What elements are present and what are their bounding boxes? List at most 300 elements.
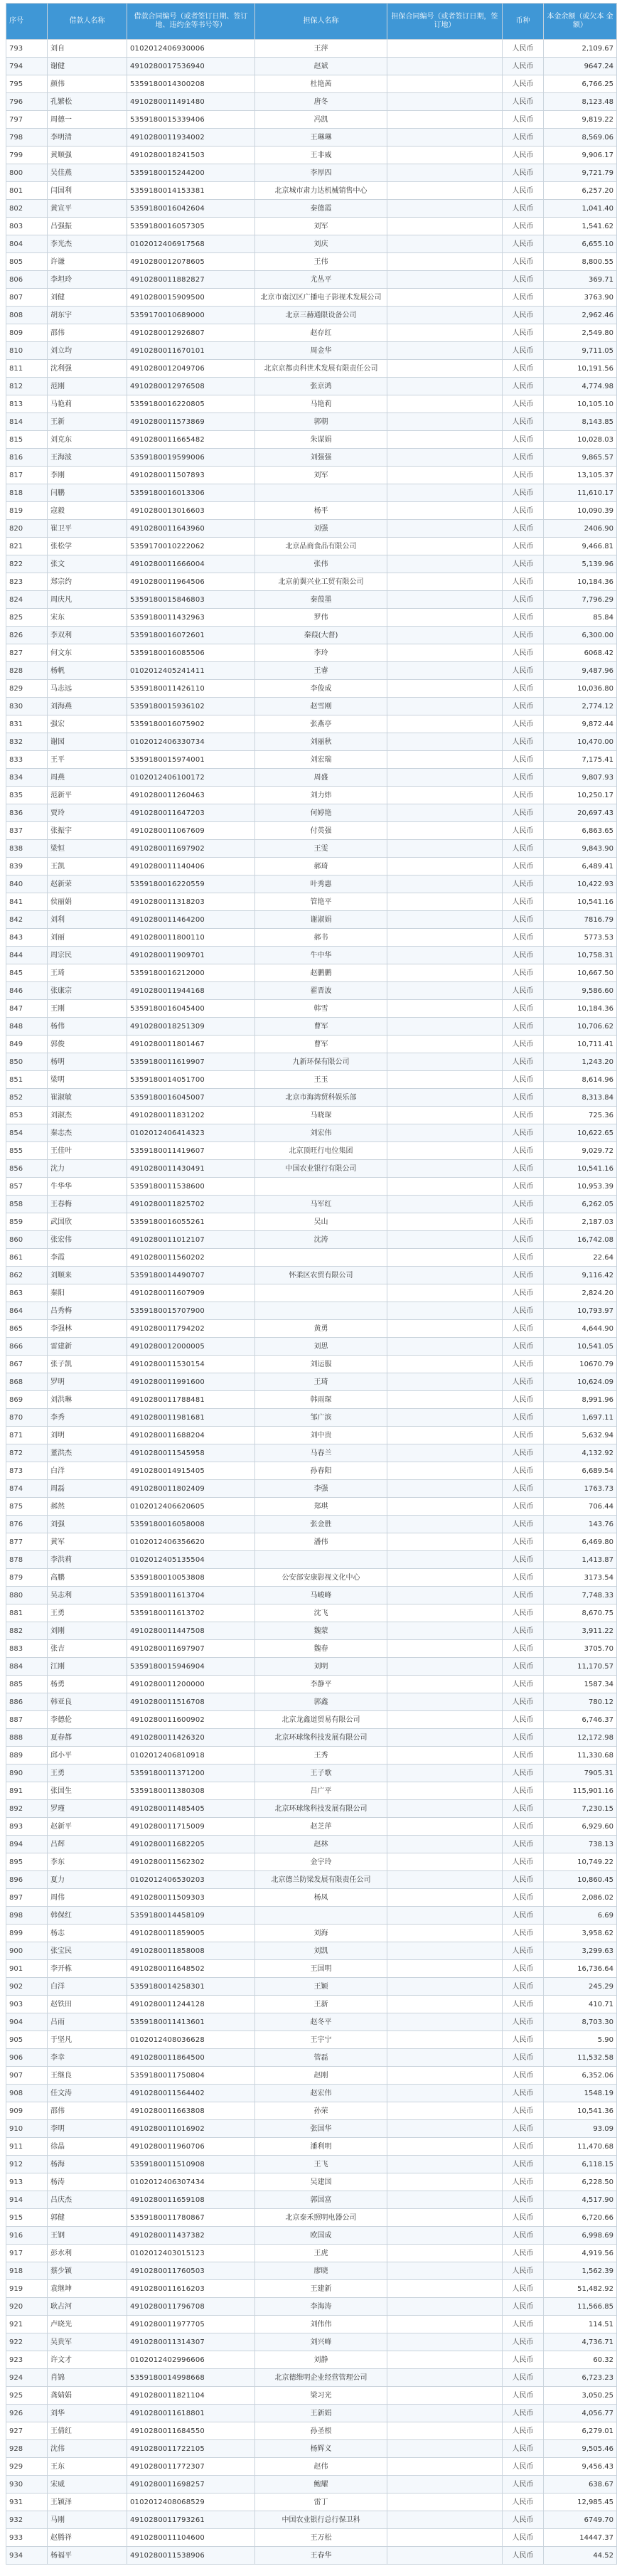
guarantor-name: 张金胜: [255, 1516, 387, 1533]
currency: 人民币: [503, 449, 544, 467]
guarantor-name: 刘宏瑞: [255, 751, 387, 769]
currency: 人民币: [503, 1836, 544, 1853]
principal-balance: 780.12: [544, 1693, 617, 1711]
guarantee-contract-number: [387, 840, 503, 858]
row-number: 912: [6, 2156, 48, 2173]
table-row: [6, 573, 617, 591]
row-number: 916: [6, 2227, 48, 2245]
principal-balance: 6749.70: [544, 2511, 617, 2529]
row-number: 934: [6, 2547, 48, 2565]
guarantor-name: 马艳莉: [255, 395, 387, 413]
guarantee-contract-number: [387, 2298, 503, 2316]
guarantee-contract-number: [387, 1569, 503, 1587]
header-amount: 本金余额（或欠本 金额）: [544, 4, 617, 40]
principal-balance: 6.69: [544, 1907, 617, 1925]
guarantor-name: 王伟: [255, 253, 387, 271]
guarantor-name: 北京三赫通限设备公司: [255, 307, 387, 324]
borrower-name: 王佳叶: [48, 1142, 127, 1160]
table-row: [6, 1373, 617, 1391]
principal-balance: 8,313.84: [544, 1089, 617, 1107]
guarantor-name: 王雯: [255, 840, 387, 858]
guarantor-name: 管磊: [255, 2049, 387, 2067]
row-number: 877: [6, 1533, 48, 1551]
borrower-name: 张松学: [48, 538, 127, 555]
currency: 人民币: [503, 822, 544, 840]
borrower-name: 沈力: [48, 1160, 127, 1178]
guarantor-name: [255, 484, 387, 502]
guarantor-name: 张京鸿: [255, 378, 387, 395]
table-row: [6, 271, 617, 289]
currency: 人民币: [503, 2476, 544, 2493]
guarantee-contract-number: [387, 1587, 503, 1604]
guarantee-contract-number: [387, 804, 503, 822]
guarantor-name: 赵芝萍: [255, 1818, 387, 1836]
currency: 人民币: [503, 662, 544, 680]
guarantee-contract-number: [387, 1178, 503, 1196]
borrower-name: 吕庆杰: [48, 2191, 127, 2209]
guarantee-contract-number: [387, 1853, 503, 1871]
table-row: [6, 1089, 617, 1107]
table-row: [6, 1604, 617, 1622]
guarantee-contract-number: [387, 662, 503, 680]
guarantor-name: 潘利明: [255, 2138, 387, 2156]
table-row: [6, 2191, 617, 2209]
guarantee-contract-number: [387, 449, 503, 467]
currency: 人民币: [503, 378, 544, 395]
guarantee-contract-number: [387, 93, 503, 111]
loan-contract-number: 4910280011318203: [127, 893, 255, 911]
row-number: 852: [6, 1089, 48, 1107]
currency: 人民币: [503, 235, 544, 253]
row-number: 923: [6, 2351, 48, 2369]
loan-contract-number: 5359180011510908: [127, 2156, 255, 2173]
currency: 人民币: [503, 2227, 544, 2245]
currency: 人民币: [503, 271, 544, 289]
borrower-name: 王平: [48, 751, 127, 769]
row-number: 932: [6, 2511, 48, 2529]
borrower-name: 贾玲: [48, 804, 127, 822]
table-row: [6, 1142, 617, 1160]
row-number: 886: [6, 1693, 48, 1711]
currency: 人民币: [503, 2120, 544, 2138]
currency: 人民币: [503, 1160, 544, 1178]
currency: 人民币: [503, 1373, 544, 1391]
guarantee-contract-number: [387, 1818, 503, 1836]
table-row: [6, 111, 617, 129]
guarantor-name: 牛中华: [255, 947, 387, 964]
guarantee-contract-number: [387, 982, 503, 1000]
loan-contract-number: 5359180016045400: [127, 1000, 255, 1018]
principal-balance: 1763.73: [544, 1480, 617, 1498]
guarantor-name: 王宇宁: [255, 2031, 387, 2049]
loan-contract-number: 5359180011432963: [127, 609, 255, 627]
currency: 人民币: [503, 307, 544, 324]
currency: 人民币: [503, 520, 544, 538]
row-number: 874: [6, 1480, 48, 1498]
row-number: 821: [6, 538, 48, 555]
guarantor-name: 李玲: [255, 644, 387, 662]
borrower-name: 赵腾祥: [48, 2529, 127, 2547]
table-row: [6, 2245, 617, 2262]
currency: 人民币: [503, 147, 544, 164]
currency: 人民币: [503, 164, 544, 182]
guarantee-contract-number: [387, 2422, 503, 2440]
borrower-name: 张文: [48, 555, 127, 573]
table-row: [6, 1284, 617, 1302]
row-number: 899: [6, 1925, 48, 1942]
currency: 人民币: [503, 1711, 544, 1729]
row-number: 796: [6, 93, 48, 111]
table-row: [6, 947, 617, 964]
currency: 人民币: [503, 1036, 544, 1053]
guarantee-contract-number: [387, 2529, 503, 2547]
currency: 人民币: [503, 1302, 544, 1320]
currency: 人民币: [503, 2333, 544, 2351]
borrower-name: 王颖泽: [48, 2493, 127, 2511]
principal-balance: 9,505.46: [544, 2440, 617, 2458]
guarantee-contract-number: [387, 502, 503, 520]
table-row: [6, 1427, 617, 1444]
guarantee-contract-number: [387, 2067, 503, 2085]
currency: 人民币: [503, 2280, 544, 2298]
row-number: 849: [6, 1036, 48, 1053]
table-row: [6, 395, 617, 413]
guarantor-name: 秦德霞: [255, 200, 387, 218]
guarantee-contract-number: [387, 200, 503, 218]
guarantor-name: 张伟: [255, 555, 387, 573]
table-row: [6, 1516, 617, 1533]
guarantor-name: 刘庆: [255, 235, 387, 253]
row-number: 882: [6, 1622, 48, 1640]
guarantor-name: 赵鹏鹏: [255, 964, 387, 982]
currency: 人民币: [503, 2405, 544, 2422]
guarantee-contract-number: [387, 1160, 503, 1178]
guarantor-name: [255, 1302, 387, 1320]
table-row: [6, 1409, 617, 1427]
row-number: 851: [6, 1071, 48, 1089]
table-row: [6, 680, 617, 698]
principal-balance: 8,800.55: [544, 253, 617, 271]
principal-balance: 2,109.67: [544, 40, 617, 58]
principal-balance: 143.76: [544, 1516, 617, 1533]
principal-balance: 6,279.01: [544, 2422, 617, 2440]
principal-balance: 6068.42: [544, 644, 617, 662]
loan-contract-number: 0102012406620605: [127, 1498, 255, 1516]
row-number: 813: [6, 395, 48, 413]
borrower-name: 梁恒: [48, 840, 127, 858]
guarantor-name: 王建新: [255, 2280, 387, 2298]
loan-contract-number: 5359180015244200: [127, 164, 255, 182]
loan-contract-number: 0102012405241411: [127, 662, 255, 680]
guarantee-contract-number: [387, 360, 503, 378]
currency: 人民币: [503, 2049, 544, 2067]
guarantor-name: 王飞: [255, 2156, 387, 2173]
currency: 人民币: [503, 929, 544, 947]
borrower-name: 王琦: [48, 964, 127, 982]
principal-balance: 10,250.17: [544, 787, 617, 804]
currency: 人民币: [503, 1000, 544, 1018]
table-row: [6, 1942, 617, 1960]
principal-balance: 14447.37: [544, 2529, 617, 2547]
currency: 人民币: [503, 253, 544, 271]
borrower-name: 刘健: [48, 289, 127, 307]
borrower-name: 董洪杰: [48, 1444, 127, 1462]
loan-contract-number: 4910280011722105: [127, 2440, 255, 2458]
currency: 人民币: [503, 1640, 544, 1658]
currency: 人民币: [503, 1551, 544, 1569]
borrower-name: 强宏: [48, 715, 127, 733]
currency: 人民币: [503, 1124, 544, 1142]
currency: 人民币: [503, 1267, 544, 1284]
guarantor-name: 刘思: [255, 1338, 387, 1356]
guarantor-name: 北京泰禾照明电器公司: [255, 2209, 387, 2227]
table-row: [6, 1818, 617, 1836]
guarantor-name: 赵林: [255, 1836, 387, 1853]
table-row: [6, 218, 617, 235]
table-row: [6, 2262, 617, 2280]
guarantor-name: 鲍耀: [255, 2476, 387, 2493]
row-number: 848: [6, 1018, 48, 1036]
currency: 人民币: [503, 1889, 544, 1907]
currency: 人民币: [503, 2351, 544, 2369]
principal-balance: 738.13: [544, 1836, 617, 1853]
guarantee-contract-number: [387, 378, 503, 395]
principal-balance: 10,470.00: [544, 733, 617, 751]
guarantee-contract-number: [387, 2013, 503, 2031]
principal-balance: 10,749.22: [544, 1853, 617, 1871]
loan-contract-number: 4910280011507893: [127, 467, 255, 484]
principal-balance: 2,549.80: [544, 324, 617, 342]
table-row: [6, 769, 617, 787]
row-number: 907: [6, 2067, 48, 2085]
borrower-name: 王春梅: [48, 1196, 127, 1213]
currency: 人民币: [503, 627, 544, 644]
table-row: [6, 2280, 617, 2298]
currency: 人民币: [503, 715, 544, 733]
guarantee-contract-number: [387, 111, 503, 129]
guarantor-name: 王万松: [255, 2529, 387, 2547]
loan-contract-number: 5359180015339406: [127, 111, 255, 129]
guarantor-name: 王琳琳: [255, 129, 387, 147]
guarantee-contract-number: [387, 2333, 503, 2351]
loan-contract-number: 4910280011509303: [127, 1889, 255, 1907]
principal-balance: 9,906.17: [544, 147, 617, 164]
loan-contract-number: 4910280011864500: [127, 2049, 255, 2067]
principal-balance: 8,123.48: [544, 93, 617, 111]
borrower-name: 韩亚良: [48, 1693, 127, 1711]
currency: 人民币: [503, 2102, 544, 2120]
borrower-name: 于坚凡: [48, 2031, 127, 2049]
guarantor-name: 马峻峰: [255, 1587, 387, 1604]
guarantee-contract-number: [387, 1978, 503, 1996]
row-number: 911: [6, 2138, 48, 2156]
currency: 人民币: [503, 58, 544, 75]
table-row: [6, 982, 617, 1000]
table-row: [6, 964, 617, 982]
table-row: [6, 1356, 617, 1373]
loan-contract-number: 4910280011788481: [127, 1391, 255, 1409]
guarantee-contract-number: [387, 1693, 503, 1711]
borrower-name: 夏力: [48, 1871, 127, 1889]
principal-balance: 10,667.50: [544, 964, 617, 982]
guarantee-contract-number: [387, 2369, 503, 2387]
principal-balance: 10,191.56: [544, 360, 617, 378]
currency: 人民币: [503, 858, 544, 875]
table-row: [6, 2458, 617, 2476]
guarantee-contract-number: [387, 164, 503, 182]
loan-contract-number: 4910280011491480: [127, 93, 255, 111]
borrower-name: 武国欣: [48, 1213, 127, 1231]
principal-balance: 1,041.40: [544, 200, 617, 218]
guarantor-name: 马军红: [255, 1196, 387, 1213]
table-row: [6, 1925, 617, 1942]
guarantee-contract-number: [387, 1142, 503, 1160]
principal-balance: 3,911.22: [544, 1622, 617, 1640]
borrower-name: 张康宗: [48, 982, 127, 1000]
borrower-name: 肖锦: [48, 2369, 127, 2387]
guarantee-contract-number: [387, 1676, 503, 1693]
borrower-name: 蔡少颖: [48, 2262, 127, 2280]
table-row: [6, 449, 617, 467]
row-number: 820: [6, 520, 48, 538]
guarantee-contract-number: [387, 2085, 503, 2102]
row-number: 808: [6, 307, 48, 324]
borrower-name: 白洋: [48, 1978, 127, 1996]
guarantor-name: 欧国成: [255, 2227, 387, 2245]
loan-contract-number: 4910280011859005: [127, 1925, 255, 1942]
principal-balance: 10,541.05: [544, 1338, 617, 1356]
principal-balance: 6,655.10: [544, 235, 617, 253]
loan-contract-number: 5359180011538600: [127, 1178, 255, 1196]
guarantor-name: 赵伟: [255, 2458, 387, 2476]
table-row: [6, 1533, 617, 1551]
guarantee-contract-number: [387, 2156, 503, 2173]
borrower-name: 吕雨: [48, 2013, 127, 2031]
row-number: 865: [6, 1320, 48, 1338]
row-number: 861: [6, 1249, 48, 1267]
row-number: 883: [6, 1640, 48, 1658]
borrower-name: 耿占河: [48, 2298, 127, 2316]
borrower-name: 张宏伟: [48, 1231, 127, 1249]
guarantor-name: 郝书: [255, 929, 387, 947]
row-number: 901: [6, 1960, 48, 1978]
loan-contract-number: 4910280011314307: [127, 2333, 255, 2351]
guarantor-name: 王睿: [255, 662, 387, 680]
principal-balance: 4,774.98: [544, 378, 617, 395]
guarantor-name: 吴建国: [255, 2173, 387, 2191]
principal-balance: 8,670.75: [544, 1604, 617, 1622]
borrower-name: 刘海燕: [48, 698, 127, 715]
borrower-name: 宋东: [48, 609, 127, 627]
loan-table: [6, 3, 617, 2565]
table-row: [6, 1569, 617, 1587]
loan-contract-number: 5359180014300208: [127, 75, 255, 93]
header-guarantee-contract: 担保合同编号（或者签订日期，签订地）: [387, 4, 503, 40]
currency: 人民币: [503, 1622, 544, 1640]
currency: 人民币: [503, 698, 544, 715]
principal-balance: 1,541.62: [544, 218, 617, 235]
guarantee-contract-number: [387, 1658, 503, 1676]
guarantor-name: 刘军: [255, 467, 387, 484]
guarantor-name: 北京京都贞科世术发展有限责任公司: [255, 360, 387, 378]
borrower-name: 秦志杰: [48, 1124, 127, 1142]
loan-contract-number: 5359180016212000: [127, 964, 255, 982]
guarantee-contract-number: [387, 2511, 503, 2529]
row-number: 831: [6, 715, 48, 733]
row-number: 833: [6, 751, 48, 769]
currency: 人民币: [503, 1658, 544, 1676]
borrower-name: 刘丽: [48, 929, 127, 947]
table-row: [6, 609, 617, 627]
table-row: [6, 307, 617, 324]
currency: 人民币: [503, 111, 544, 129]
loan-contract-number: 4910280011447508: [127, 1622, 255, 1640]
guarantor-name: 北京环球缘科技发展有限公司: [255, 1800, 387, 1818]
guarantee-contract-number: [387, 875, 503, 893]
borrower-name: 杨明: [48, 1053, 127, 1071]
guarantee-contract-number: [387, 271, 503, 289]
principal-balance: 16,736.64: [544, 1960, 617, 1978]
table-row: [6, 2351, 617, 2369]
table-row: [6, 644, 617, 662]
guarantor-name: 北京龙鑫道贸易有限公司: [255, 1711, 387, 1729]
currency: 人民币: [503, 2493, 544, 2511]
guarantee-contract-number: [387, 1213, 503, 1231]
loan-contract-number: 5359180016220559: [127, 875, 255, 893]
table-row: [6, 1107, 617, 1124]
borrower-name: 黄宣平: [48, 200, 127, 218]
guarantee-contract-number: [387, 2031, 503, 2049]
currency: 人民币: [503, 2209, 544, 2227]
borrower-name: 袁继坤: [48, 2280, 127, 2298]
document-sheet: [6, 3, 616, 2565]
principal-balance: 1587.34: [544, 1676, 617, 1693]
guarantor-name: 王虎: [255, 2245, 387, 2262]
row-number: 823: [6, 573, 48, 591]
guarantor-name: 杜艳茜: [255, 75, 387, 93]
currency: 人民币: [503, 200, 544, 218]
loan-contract-number: 4910280011944168: [127, 982, 255, 1000]
guarantee-contract-number: [387, 2120, 503, 2138]
guarantor-name: 王非威: [255, 147, 387, 164]
guarantee-contract-number: [387, 1284, 503, 1302]
principal-balance: 4,056.77: [544, 2405, 617, 2422]
borrower-name: 周燕: [48, 769, 127, 787]
guarantor-name: 刘静: [255, 2351, 387, 2369]
table-row: [6, 182, 617, 200]
borrower-name: 周庆凡: [48, 591, 127, 609]
borrower-name: 杨福平: [48, 2547, 127, 2565]
row-number: 896: [6, 1871, 48, 1889]
loan-contract-number: 4910280011618801: [127, 2405, 255, 2422]
table-row: [6, 555, 617, 573]
currency: 人民币: [503, 1765, 544, 1782]
borrower-name: 王东: [48, 2458, 127, 2476]
borrower-name: 张吉: [48, 1640, 127, 1658]
principal-balance: 245.29: [544, 1978, 617, 1996]
guarantee-contract-number: [387, 129, 503, 147]
principal-balance: 7,175.41: [544, 751, 617, 769]
borrower-name: 龚婧娟: [48, 2387, 127, 2405]
borrower-name: 许谦: [48, 253, 127, 271]
guarantor-name: 赵刚: [255, 2067, 387, 2085]
currency: 人民币: [503, 1444, 544, 1462]
row-number: 884: [6, 1658, 48, 1676]
row-number: 817: [6, 467, 48, 484]
row-number: 818: [6, 484, 48, 502]
borrower-name: 秦阳: [48, 1284, 127, 1302]
principal-balance: 8,991.96: [544, 1391, 617, 1409]
